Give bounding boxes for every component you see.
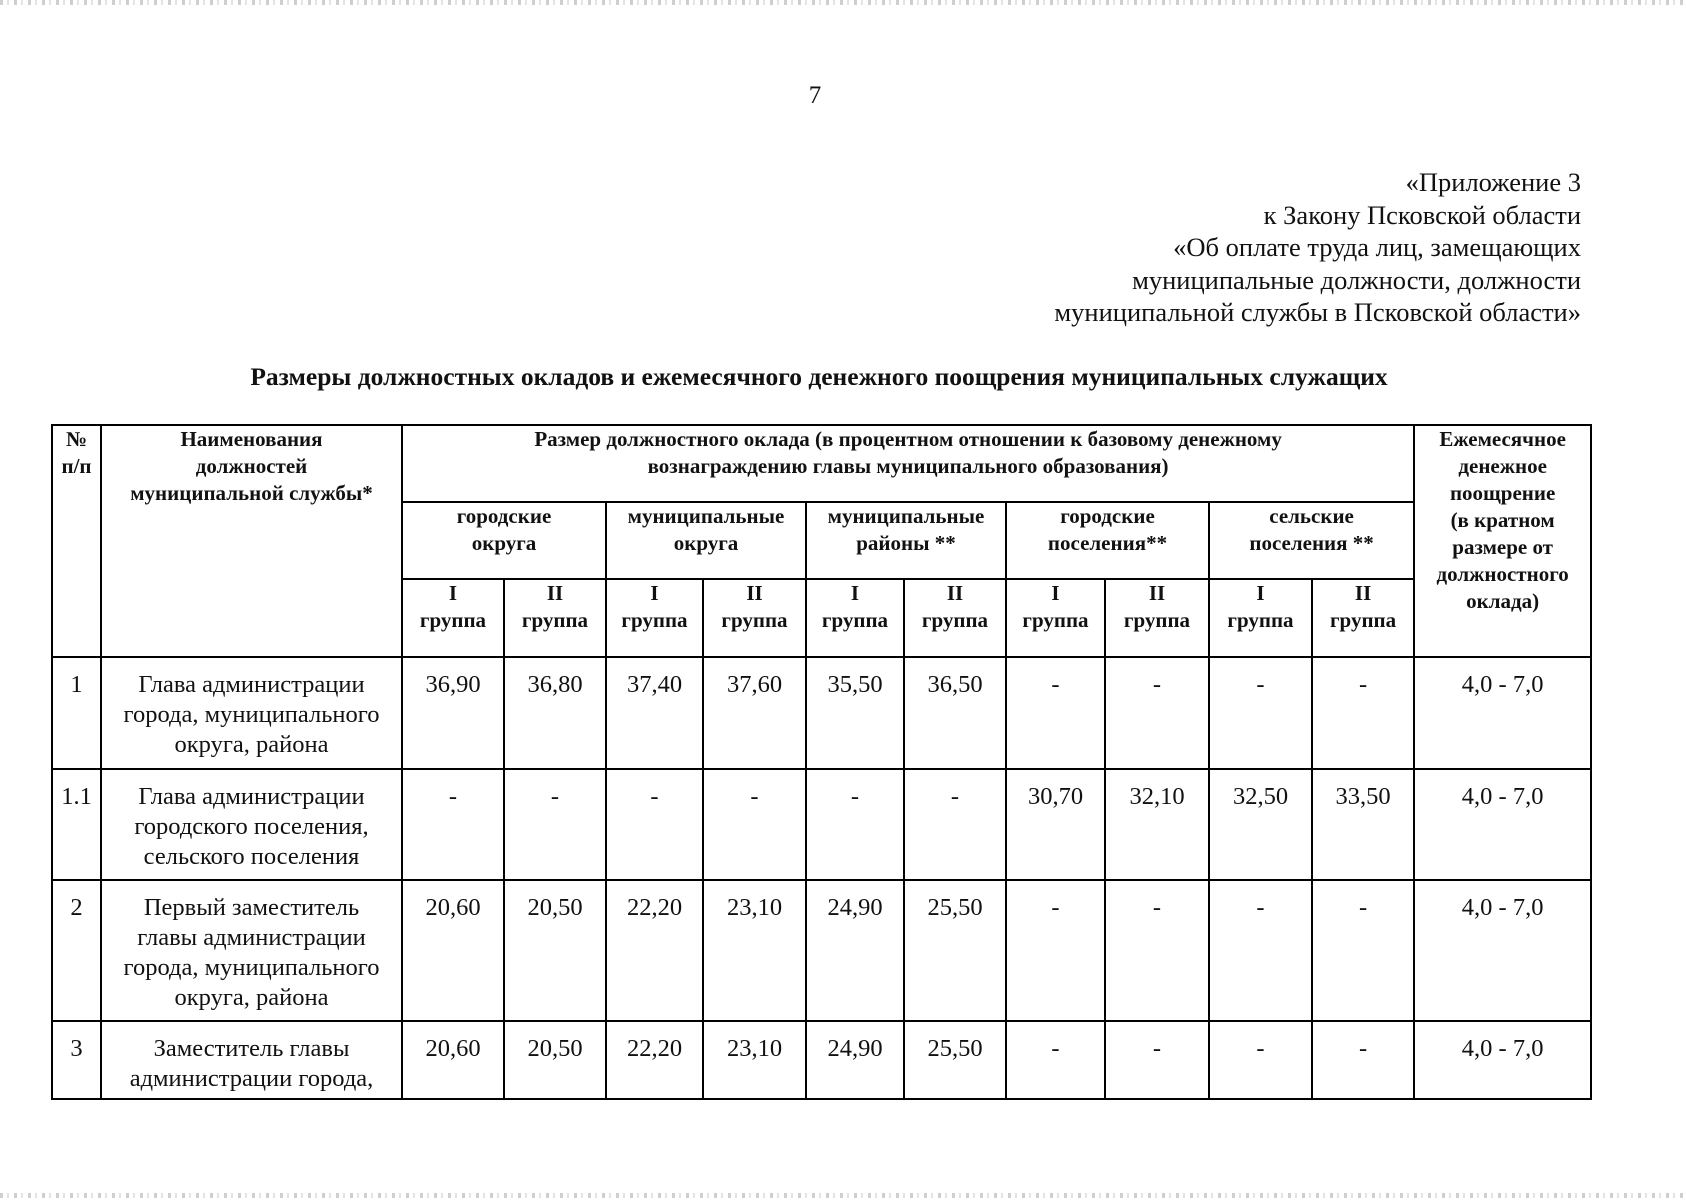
table-row [52,657,1591,769]
header-category: муниципальные районы ** [806,502,1006,579]
salary-value: - [1312,657,1414,769]
appendix-line: «Приложение 3 [1405,167,1581,197]
row-number: 3 [52,1021,101,1099]
header-group: I группа [806,579,904,657]
table-row [52,880,1591,1021]
salary-value: 32,10 [1105,769,1209,880]
scan-edge-top [0,0,1686,5]
salary-value: 22,20 [606,880,703,1021]
salary-value: - [1312,1021,1414,1099]
bonus-value: 4,0 - 7,0 [1414,1021,1591,1099]
appendix-line: муниципальные должности, должности [1132,264,1581,295]
salary-value: 20,60 [402,1021,504,1099]
salary-value: 25,50 [904,880,1006,1021]
salary-value: - [703,769,806,880]
bonus-value: 4,0 - 7,0 [1414,769,1591,880]
header-group: II группа [904,579,1006,657]
salary-table [51,424,1592,1100]
salary-value: - [402,769,504,880]
header-group: II группа [1105,579,1209,657]
salary-value: 37,60 [703,657,806,769]
row-number: 1 [52,657,101,769]
appendix-reference [1054,166,1581,329]
salary-value: 36,50 [904,657,1006,769]
salary-value: 33,50 [1312,769,1414,880]
bonus-value: 4,0 - 7,0 [1414,880,1591,1021]
appendix-line: муниципальной службы в Псковской области» [1054,297,1581,327]
header-group: II группа [703,579,806,657]
position-name: Глава администрации городского поселения, сельского поселения [101,769,402,880]
salary-value: 24,90 [806,880,904,1021]
salary-value: 30,70 [1006,769,1105,880]
header-category: городские поселения** [1006,502,1209,579]
row-number: 2 [52,880,101,1021]
salary-value: - [504,769,606,880]
header-row-top [52,425,1591,502]
header-category: муниципальные округа [606,502,806,579]
salary-value: - [1209,657,1312,769]
salary-value: - [1105,880,1209,1021]
position-name: Глава администрации города, муниципального округа, района [101,657,402,769]
salary-value: 25,50 [904,1021,1006,1099]
scan-edge-bottom [0,1193,1686,1198]
header-category: сельские поселения ** [1209,502,1414,579]
salary-value: 24,90 [806,1021,904,1099]
header-group: II группа [1312,579,1414,657]
header-monthly-bonus: Ежемесячное денежное поощрение (в кратном размере от должностного оклада) [1414,425,1591,657]
salary-value: 36,80 [504,657,606,769]
salary-value: - [1209,1021,1312,1099]
header-number: № п/п [52,425,101,657]
document-title: Размеры должностных окладов и ежемесячного денежного поощрения муниципальных служащих [250,362,1388,391]
appendix-line: «Об оплате труда лиц, замещающих [1173,232,1581,262]
bonus-value: 4,0 - 7,0 [1414,657,1591,769]
salary-value: 22,20 [606,1021,703,1099]
salary-value: - [1006,1021,1105,1099]
header-position-name: Наименования должностей муниципальной службы* [101,425,402,657]
salary-value: 36,90 [402,657,504,769]
salary-value: - [806,769,904,880]
salary-value: - [1105,1021,1209,1099]
salary-value: 37,40 [606,657,703,769]
salary-value: - [1006,880,1105,1021]
table-row [52,769,1591,880]
salary-value: - [1006,657,1105,769]
salary-value: 20,50 [504,1021,606,1099]
table-row [52,1021,1591,1099]
salary-value: 32,50 [1209,769,1312,880]
salary-value: - [1105,657,1209,769]
page-number: 7 [808,82,822,109]
row-number: 1.1 [52,769,101,880]
appendix-line: к Закону Псковской области [1263,199,1581,230]
salary-value: 20,60 [402,880,504,1021]
header-group: I группа [1209,579,1312,657]
salary-value: 23,10 [703,880,806,1021]
salary-value: 20,50 [504,880,606,1021]
header-group: I группа [402,579,504,657]
salary-value: - [1312,880,1414,1021]
position-name: Заместитель главы администрации города, [101,1021,402,1099]
header-group: I группа [606,579,703,657]
header-group: I группа [1006,579,1105,657]
position-name: Первый заместитель главы администрации города, муниципального округа, района [101,880,402,1021]
salary-value: - [904,769,1006,880]
header-salary-size: Размер должностного оклада (в процентном отношении к базовому денежному вознаграждению главы муниципального образования) [402,425,1414,502]
header-category: городские округа [402,502,606,579]
salary-value: - [1209,880,1312,1021]
salary-value: - [606,769,703,880]
salary-value: 23,10 [703,1021,806,1099]
header-group: II группа [504,579,606,657]
salary-value: 35,50 [806,657,904,769]
